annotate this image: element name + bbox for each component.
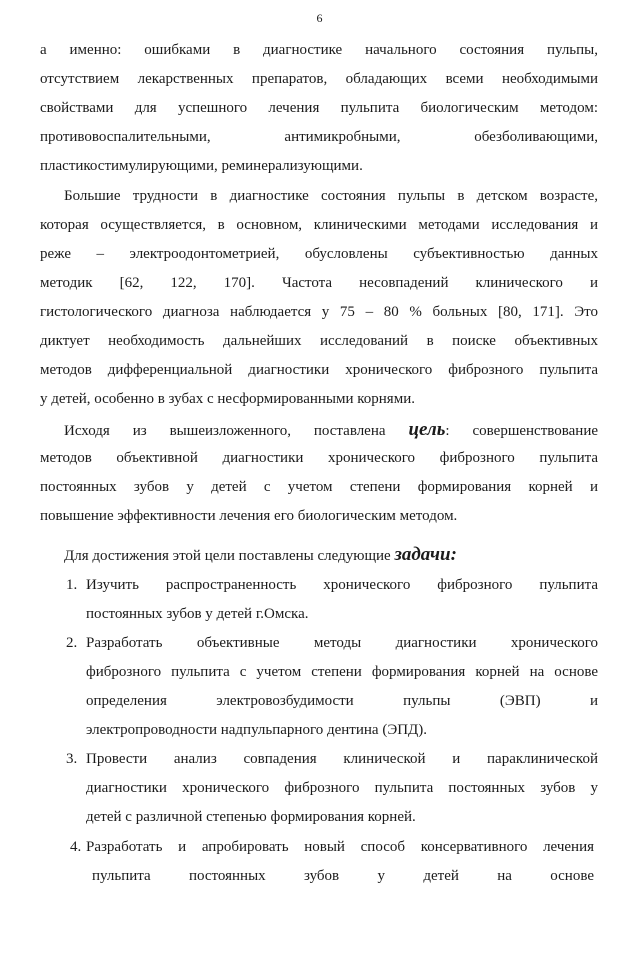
text-line: гистологического диагноза наблюдается у 75 – 80 % больных [80, 171]. Это (40, 304, 598, 320)
text-line: повышение эффективности лечения его биологическим методом. (40, 508, 458, 524)
paragraph-diagnostics (40, 182, 598, 414)
paragraph-continuation (40, 36, 598, 181)
text-line: свойствами для успешного лечения пульпита биологическим методом: (40, 100, 598, 116)
page-number: 6 (316, 11, 323, 25)
text-line: детей с различной степенью формирования корней. (86, 809, 416, 825)
text-fragment: : совершенствование (445, 423, 598, 439)
text-line: Изучить распространенность хронического фиброзного пульпита (86, 577, 598, 593)
text-fragment: Для достижения этой цели поставлены следующие (64, 548, 395, 564)
goal-line (40, 415, 598, 444)
task-number: 4. (70, 839, 82, 855)
text-line: диктует необходимость дальнейших исследований в поиске объективных (40, 333, 598, 349)
goal-heading: цель (408, 419, 446, 440)
text-line: а именно: ошибками в диагностике начального состояния пульпы, (40, 42, 598, 58)
text-line: Разработать и апробировать новый способ консервативного лечения (86, 839, 594, 855)
text-fragment: Исходя из вышеизложенного, поставлена (64, 423, 409, 439)
text-line: реже – электроодонтометрией, обусловлены субъективностью данных (40, 246, 598, 262)
paragraph-goal (40, 415, 598, 531)
paragraph-tasks-intro (64, 540, 598, 569)
text-line: определения электровозбудимости пульпы (ЭВП) и (86, 693, 598, 709)
tasks-heading: задачи: (394, 544, 457, 565)
task-number: 3. (66, 751, 78, 767)
text-line: электропроводности надпульпарного дентина (ЭПД). (86, 722, 428, 738)
text-line: диагностики хронического фиброзного пульпита постоянных зубов у (86, 780, 598, 796)
text-line: пластикостимулирующими, реминерализующими. (40, 158, 363, 174)
text-line: Большие трудности в диагностике состояния пульпы в детском возрасте, (64, 188, 598, 204)
task-number: 2. (66, 635, 78, 651)
text-line: у детей, особенно в зубах с несформированными корнями. (40, 391, 415, 407)
tasks-intro-line (64, 540, 598, 569)
text-line: методов объективной диагностики хронического фиброзного пульпита (40, 450, 598, 466)
task-number: 1. (66, 577, 78, 593)
text-line: пульпита постоянных зубов у детей на основе (92, 868, 594, 884)
text-line: отсутствием лекарственных препаратов, обладающих всеми необходимыми (40, 71, 598, 87)
text-line: которая осуществляется, в основном, клиническими методами исследования и (40, 217, 598, 233)
text-line: методик [62, 122, 170]. Частота несовпадений клинического и (40, 275, 598, 291)
text-line: Разработать объективные методы диагностики хронического (86, 635, 598, 651)
text-line: методов дифференциальной диагностики хронического фиброзного пульпита (40, 362, 598, 378)
text-line: постоянных зубов у детей г.Омска. (86, 606, 309, 622)
text-line: противовоспалительными, антимикробными, обезболивающими, (40, 129, 598, 145)
text-line: Провести анализ совпадения клинической и параклинической (86, 751, 598, 767)
text-line: постоянных зубов у детей с учетом степени формирования корней и (40, 479, 598, 495)
text-line: фиброзного пульпита с учетом степени формирования корней на основе (86, 664, 598, 680)
